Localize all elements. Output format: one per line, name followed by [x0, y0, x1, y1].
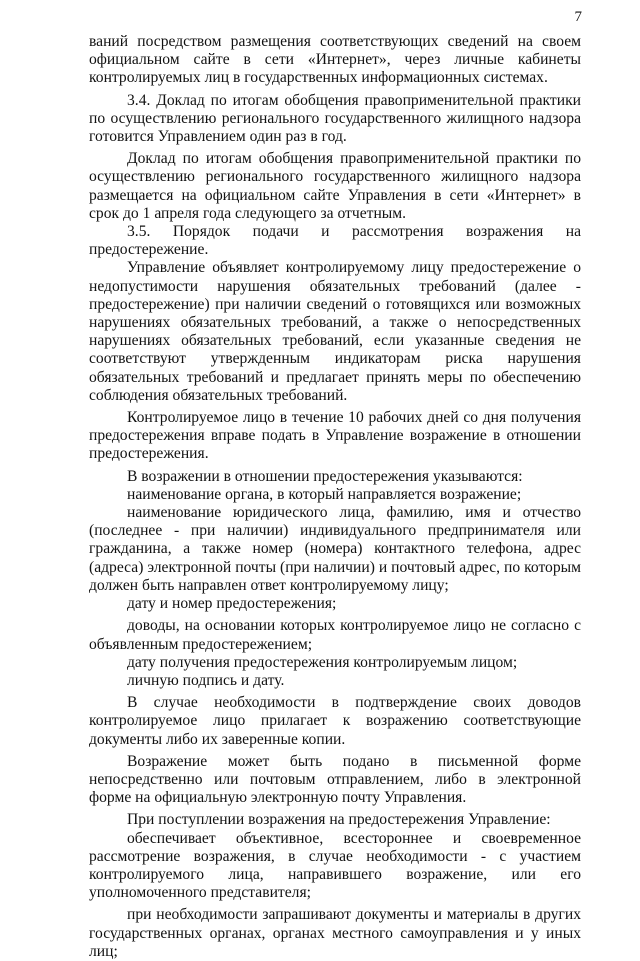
- paragraph: Управление объявляет контролируемому лицу предостережение о недопустимости нарушения обязательных требований (далее - предостережение) при наличии сведений о готовящихся или возможных нарушениях обязательных требований, а также о непосредственных нарушениях обязательных требований, если указанные сведения не соответствуют утвержденным индикаторам риска нарушения обязательных требований и предлагает принять меры по обеспечению соблюдения обязательных требований.: [89, 259, 581, 404]
- paragraph: ваний посредством размещения соответствующих сведений на своем официальном сайте в сети «Интернет», через личные кабинеты контролируемых лиц в государственных информационных системах.: [89, 33, 581, 87]
- paragraph: В возражении в отношении предостережения указываются:: [127, 467, 523, 485]
- paragraph: личную подпись и дату.: [127, 671, 285, 689]
- paragraph: доводы, на основании которых контролируемое лицо не согласно с объявленным предостережением;: [89, 617, 581, 653]
- document-body: [89, 33, 581, 961]
- paragraph: При поступлении возражения на предостережения Управление:: [127, 811, 551, 829]
- paragraph: наименование органа, в который направляется возражение;: [127, 485, 522, 503]
- paragraph: наименование юридического лица, фамилию, имя и отчество (последнее - при наличии) индивидуального предпринимателя или гражданина, а также номер (номера) контактного телефона, адрес (адреса) электронной почты (при наличии) и почтовый адрес, по которым должен быть направлен ответ контролируемому лицу;: [89, 504, 581, 594]
- paragraph: 3.5. Порядок подачи и рассмотрения возражения на предостережение.: [89, 223, 581, 259]
- paragraph: обеспечивает объективное, всестороннее и своевременное рассмотрение возражения, в случае необходимости - с участием контролируемого лица, направившего возражение, или его уполномоченного представителя;: [89, 829, 581, 902]
- paragraph: при необходимости запрашивают документы и материалы в других государственных органах, органах местного самоуправления и у иных лиц;: [89, 906, 581, 960]
- paragraph: Контролируемое лицо в течение 10 рабочих дней со дня получения предостережения вправе подать в Управление возражение в отношении предостережения.: [89, 409, 581, 463]
- paragraph: Доклад по итогам обобщения правоприменительной практики по осуществлению регионального государственного жилищного надзора размещается на официальном сайте Управления в сети «Интернет» в срок до 1 апреля года следующего за отчетным.: [89, 150, 581, 222]
- paragraph: В случае необходимости в подтверждение своих доводов контролируемое лицо прилагает к возражению соответствующие документы либо их заверенные копии.: [89, 694, 581, 748]
- page-number: 7: [574, 9, 582, 25]
- paragraph: дату получения предостережения контролируемым лицом;: [127, 653, 518, 671]
- paragraph: Возражение может быть подано в письменной форме непосредственно или почтовым отправлением, либо в электронной форме на официальную электронную почту Управления.: [89, 752, 581, 807]
- paragraph: дату и номер предостережения;: [127, 595, 337, 613]
- paragraph: 3.4. Доклад по итогам обобщения правоприменительной практики по осуществлению регионального государственного жилищного надзора готовится Управлением один раз в год.: [89, 91, 581, 146]
